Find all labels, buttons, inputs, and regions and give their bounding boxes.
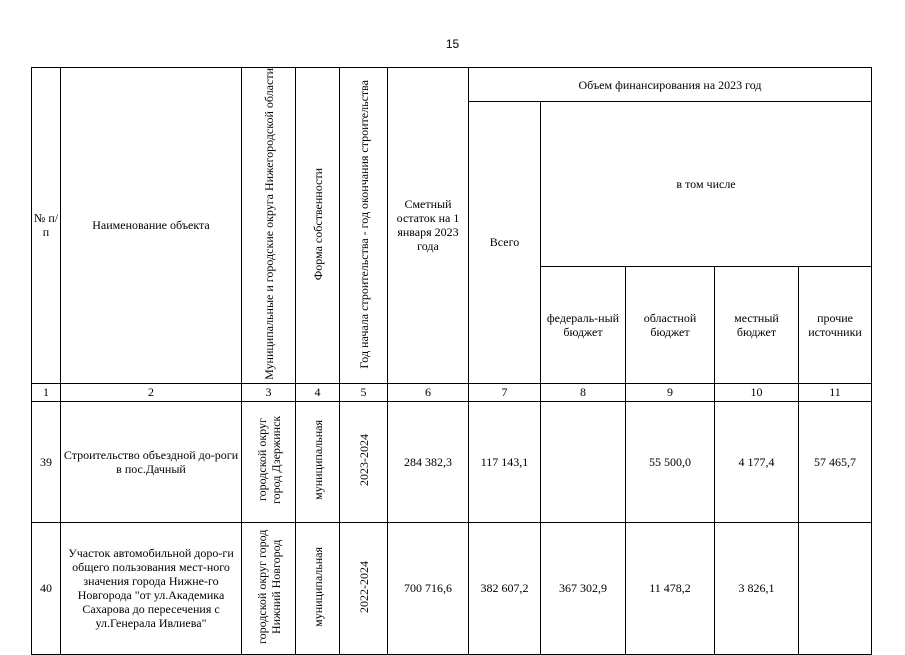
table-row (32, 401, 872, 522)
table-row (32, 522, 872, 654)
column-number: 4 (296, 383, 340, 401)
local-value: 3 826,1 (715, 522, 799, 654)
header-including: в том числе (541, 102, 872, 267)
years-text: 2022-2024 (356, 560, 371, 613)
header-federal: федераль-ный бюджет (541, 266, 626, 383)
object-name: Строительство объездной до-роги в пос.Дачный (61, 401, 242, 522)
column-number: 11 (799, 383, 872, 401)
column-number: 2 (61, 383, 242, 401)
row-number: 39 (32, 401, 61, 522)
remaining-value: 700 716,6 (388, 522, 469, 654)
object-name: Участок автомобильной доро-ги общего пользования мест-ного значения города Нижне-го Новгорода "от ул.Академика Сахарова до пересечения с ул.Генерала Ивлиева" (61, 522, 242, 654)
header-local: местный бюджет (715, 266, 799, 383)
total-value: 117 143,1 (469, 401, 541, 522)
header-number: № п/п (32, 68, 61, 384)
column-number: 7 (469, 383, 541, 401)
header-ownership-text: Форма собственности (310, 167, 325, 281)
regional-value: 55 500,0 (626, 401, 715, 522)
district-text: городской округ город Дзержинск (254, 416, 283, 505)
header-other: прочие источники (799, 266, 872, 383)
ownership-cell (296, 401, 340, 522)
ownership-text: муниципальная (310, 420, 325, 501)
remaining-value: 284 382,3 (388, 401, 469, 522)
total-value: 382 607,2 (469, 522, 541, 654)
other-value (799, 522, 872, 654)
local-value: 4 177,4 (715, 401, 799, 522)
header-funding-group: Объем финансирования на 2023 год (469, 68, 872, 102)
column-number: 3 (242, 383, 296, 401)
header-ownership (296, 68, 340, 384)
years-text: 2023-2024 (356, 434, 371, 487)
column-number: 8 (541, 383, 626, 401)
header-remaining: Сметный остаток на 1 января 2023 года (388, 68, 469, 384)
header-years (340, 68, 388, 384)
years-cell (340, 522, 388, 654)
column-number: 10 (715, 383, 799, 401)
district-cell (242, 401, 296, 522)
district-text: городской округ город Нижний Новгород (254, 529, 283, 644)
federal-value: 367 302,9 (541, 522, 626, 654)
column-number: 1 (32, 383, 61, 401)
ownership-cell (296, 522, 340, 654)
column-number: 9 (626, 383, 715, 401)
federal-value (541, 401, 626, 522)
header-district (242, 68, 296, 384)
header-total: Всего (469, 102, 541, 384)
header-district-text: Муниципальные и городские округа Нижегородской области (261, 68, 276, 380)
other-value: 57 465,7 (799, 401, 872, 522)
page-number: 15 (445, 37, 460, 51)
ownership-text: муниципальная (310, 546, 325, 627)
financing-table (31, 67, 872, 655)
header-regional: областной бюджет (626, 266, 715, 383)
column-number: 5 (340, 383, 388, 401)
regional-value: 11 478,2 (626, 522, 715, 654)
header-years-text: Год начала строительства - год окончания строительства (356, 79, 371, 369)
column-number: 6 (388, 383, 469, 401)
years-cell (340, 401, 388, 522)
header-object-name: Наименование объекта (61, 68, 242, 384)
row-number: 40 (32, 522, 61, 654)
district-cell (242, 522, 296, 654)
